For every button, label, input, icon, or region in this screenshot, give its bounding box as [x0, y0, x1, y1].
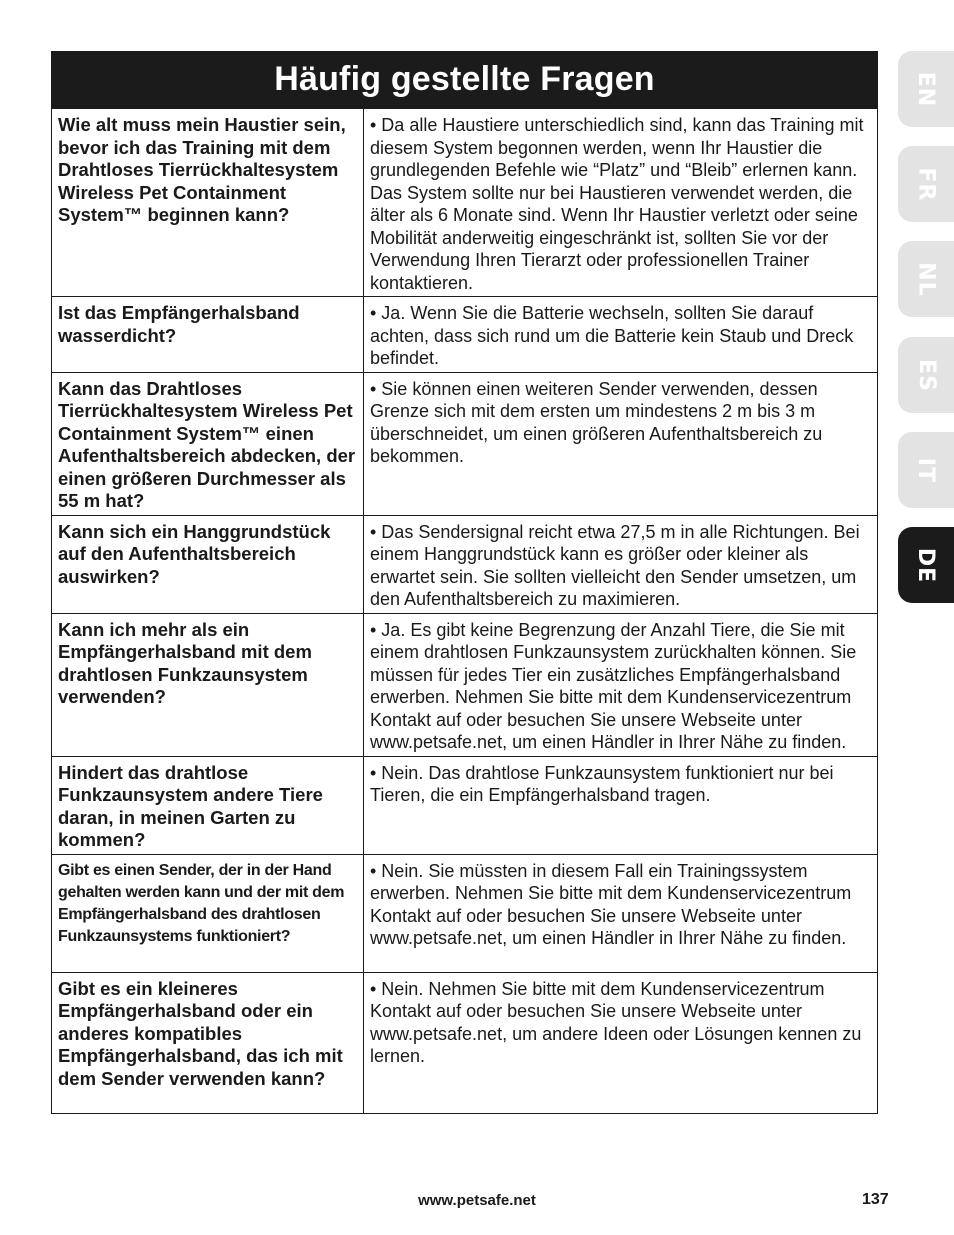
faq-answer: • Nein. Nehmen Sie bitte mit dem Kundenservicezentrum Kontakt auf oder besuchen Sie unsere Webseite unter www.petsafe.net, um andere Ideen oder Lösungen kennen zu lernen.: [364, 972, 878, 1113]
page-number: 137: [862, 1191, 889, 1208]
faq-question: Kann ich mehr als ein Empfängerhalsband mit dem drahtlosen Funkzaunsystem verwenden?: [52, 613, 364, 756]
table-row: [52, 854, 878, 972]
table-row: [52, 613, 878, 756]
faq-answer: • Nein. Sie müssten in diesem Fall ein Trainingssystem erwerben. Nehmen Sie bitte mit dem Kundenservicezentrum Kontakt auf oder besuchen Sie unsere Webseite unter www.petsafe.net, um einen Händler in Ihrer Nähe zu finden.: [364, 854, 878, 972]
table-row: [52, 297, 878, 373]
language-tab-label: EN: [913, 71, 939, 107]
language-tab-label: NL: [913, 261, 939, 297]
language-tab-es[interactable]: [898, 337, 954, 413]
footer-url: www.petsafe.net: [418, 1192, 536, 1209]
language-tab-label: IT: [913, 457, 939, 483]
table-row: [52, 972, 878, 1113]
title-bar: [51, 51, 878, 108]
faq-answer: • Sie können einen weiteren Sender verwenden, dessen Grenze sich mit dem ersten um mindestens 2 m bis 3 m überschneidet, um einen größeren Aufenthaltsbereich zu bekommen.: [364, 372, 878, 515]
language-tab-it[interactable]: [898, 432, 954, 508]
faq-answer: • Nein. Das drahtlose Funkzaunsystem funktioniert nur bei Tieren, die ein Empfängerhalsband tragen.: [364, 756, 878, 854]
faq-question: Kann sich ein Hanggrundstück auf den Aufenthaltsbereich auswirken?: [52, 515, 364, 613]
faq-question: Ist das Empfängerhalsband wasserdicht?: [52, 297, 364, 373]
faq-answer: • Ja. Es gibt keine Begrenzung der Anzahl Tiere, die Sie mit einem drahtlosen Funkzaunsystem zurückhalten können. Sie müssen für jedes Tier ein zusätzliches Empfängerhalsband erwerben. Nehmen Sie bitte mit dem Kundenservicezentrum Kontakt auf oder besuchen Sie unsere Webseite unter www.petsafe.net, um einen Händler in Ihrer Nähe zu finden.: [364, 613, 878, 756]
faq-answer: • Da alle Haustiere unterschiedlich sind, kann das Training mit diesem System begonnen werden, wenn Ihr Haustier die grundlegenden Befehle wie “Platz” und “Bleib” erlernen kann. Das System sollte nur bei Haustieren verwendet werden, die älter als 6 Monate sind. Wenn Ihr Haustier verletzt oder seine Mobilität anderweitig eingeschränkt ist, sollten Sie vor der Verwendung Ihren Tierarzt oder professionellen Trainer kontaktieren.: [364, 109, 878, 297]
faq-question: Wie alt muss mein Haustier sein, bevor ich das Training mit dem Drahtloses Tierrückhaltesystem Wireless Pet Containment System™ beginnen kann?: [52, 109, 364, 297]
faq-question: Kann das Drahtloses Tierrückhaltesystem Wireless Pet Containment System™ einen Aufenthaltsbereich abdecken, der einen größeren Durchmesser als 55 m hat?: [52, 372, 364, 515]
language-tab-label: ES: [913, 358, 939, 392]
language-tab-en[interactable]: [898, 51, 954, 127]
faq-question: Hindert das drahtlose Funkzaunsystem andere Tiere daran, in meinen Garten zu kommen?: [52, 756, 364, 854]
faq-answer: • Ja. Wenn Sie die Batterie wechseln, sollten Sie darauf achten, dass sich rund um die Batterie kein Staub und Dreck befindet.: [364, 297, 878, 373]
language-tab-fr[interactable]: [898, 146, 954, 222]
table-row: [52, 372, 878, 515]
faq-table: [51, 108, 878, 1114]
language-tab-de[interactable]: [898, 527, 954, 603]
page-title: Häufig gestellte Fragen: [274, 60, 655, 98]
table-row: [52, 515, 878, 613]
faq-question: Gibt es ein kleineres Empfängerhalsband oder ein anderes kompatibles Empfängerhalsband, das ich mit dem Sender verwenden kann?: [52, 972, 364, 1113]
faq-question: Gibt es einen Sender, der in der Hand gehalten werden kann und der mit dem Empfängerhalsband des drahtlosen Funkzaunsystems funktioniert?: [52, 854, 364, 972]
faq-answer: • Das Sendersignal reicht etwa 27,5 m in alle Richtungen. Bei einem Hanggrundstück kann es größer oder kleiner als erwartet sein. Sie sollten vielleicht den Sender umsetzen, um den Aufenthaltsbereich zu maximieren.: [364, 515, 878, 613]
language-tab-label: FR: [913, 167, 939, 201]
table-row: [52, 756, 878, 854]
language-tab-nl[interactable]: [898, 241, 954, 317]
table-row: [52, 109, 878, 297]
language-tab-label: DE: [913, 547, 939, 583]
